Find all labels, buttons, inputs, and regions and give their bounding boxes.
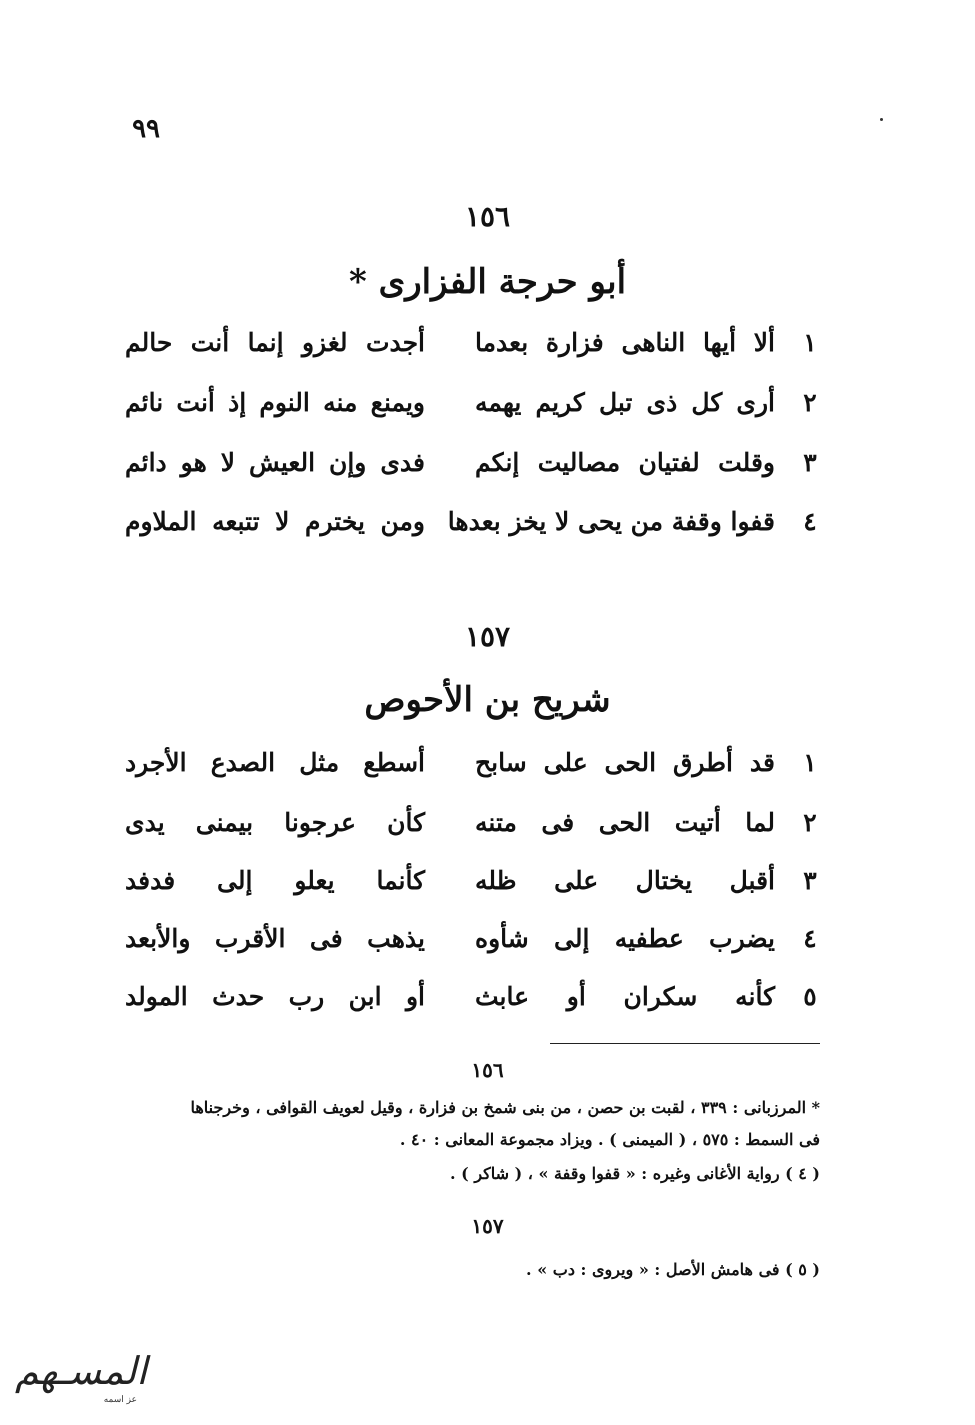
footnote-line: ( ٤ ) رواية الأغانى وغيره : « قفوا وقفة » ، ( شاكر ) . [450,1164,820,1183]
hemistich-first: أرى كل ذى تبل كريم يهمه [475,388,775,417]
poet-name: شريح بن الأحوص [364,680,611,720]
verse-line [125,744,825,788]
hemistich-second: ومن يخترم لا تتبعه الملاوم [125,507,425,536]
hemistich-second: يذهب فى الأقرب والأبعد [125,924,425,953]
verse-line [125,384,825,428]
hemistich-second: ويمنع منه النوم إذ أنت نائم [125,388,425,417]
hemistich-first: كأنه سكران أو عابث [475,982,775,1011]
verse-line [125,324,825,368]
footnote-separator [550,1043,820,1044]
verse-line [125,978,825,1022]
hemistich-first: لما أتيت الحى فى متنه [475,808,775,837]
hemistich-second: أو ابن رب حدث المولد [125,982,425,1011]
poem-number: ١٥٦ [464,200,511,233]
hemistich-second: فدى وإن العيش لا هو دائم [125,448,425,477]
hemistich-first: يضرب عطفيه إلى شأوه [475,924,775,953]
verse-line [125,503,825,547]
hemistich-second: كأنما يعلو إلى فدفد [125,866,425,895]
stamp-text: المسـهم [15,1349,147,1393]
footnote-line: فى السمط : ٥٧٥ ، ( الميمنى ) . ويزاد مجموعة المعانى : ٤٠ . [399,1130,820,1149]
hemistich-first: وقلت لفتيان مصاليت إنكم [475,448,775,477]
footnote-line: * المرزبانى : ٣٣٩ ، لقبت بن حصن ، من بنى شمخ بن فزارة ، وقيل لعويف القوافى ، وخرجناها [190,1098,820,1117]
hemistich-first: قفوا وقفة من يحى لا يخز بعدها [447,507,775,536]
hemistich-first: قد أطرق الحى على سابح [475,748,775,777]
verse-number: ٥ [803,982,817,1011]
page-number: ٩٩ [132,114,160,144]
verse-number: ٢ [803,808,817,837]
poem-number: ١٥٧ [464,620,511,653]
verse-number: ١ [803,748,817,777]
verse-number: ٤ [803,924,817,953]
footnote-heading: ١٥٧ [471,1214,504,1238]
verse-number: ٣ [803,448,817,477]
hemistich-first: أقبل يختال على ظله [475,866,775,895]
poet-name: أبو حرجة الفزارى * [348,262,627,302]
hemistich-second: أسطع مثل الصدع الأجرد [125,748,425,777]
verse-line [125,444,825,488]
verse-line [125,804,825,848]
footnote-line: ( ٥ ) فى هامش الأصل : « ويروى : دب » . [526,1260,820,1279]
verse-line [125,920,825,964]
hemistich-first: ألا أيها الناهى فزارة بعدما [475,328,775,357]
footnote-heading: ١٥٦ [471,1058,504,1082]
stamp-subtext: عز اسمه [103,1395,137,1405]
verse-line [125,862,825,906]
hemistich-second: كأن عرجونا بيمنى يدى [125,808,425,837]
verse-number: ٢ [803,388,817,417]
verse-number: ٤ [803,507,817,536]
verse-number: ٣ [803,866,817,895]
ink-speck [880,118,883,121]
hemistich-second: أجدت لغزو إنما أنت حالم [125,328,425,357]
verse-number: ١ [803,328,817,357]
library-stamp [12,1345,147,1415]
